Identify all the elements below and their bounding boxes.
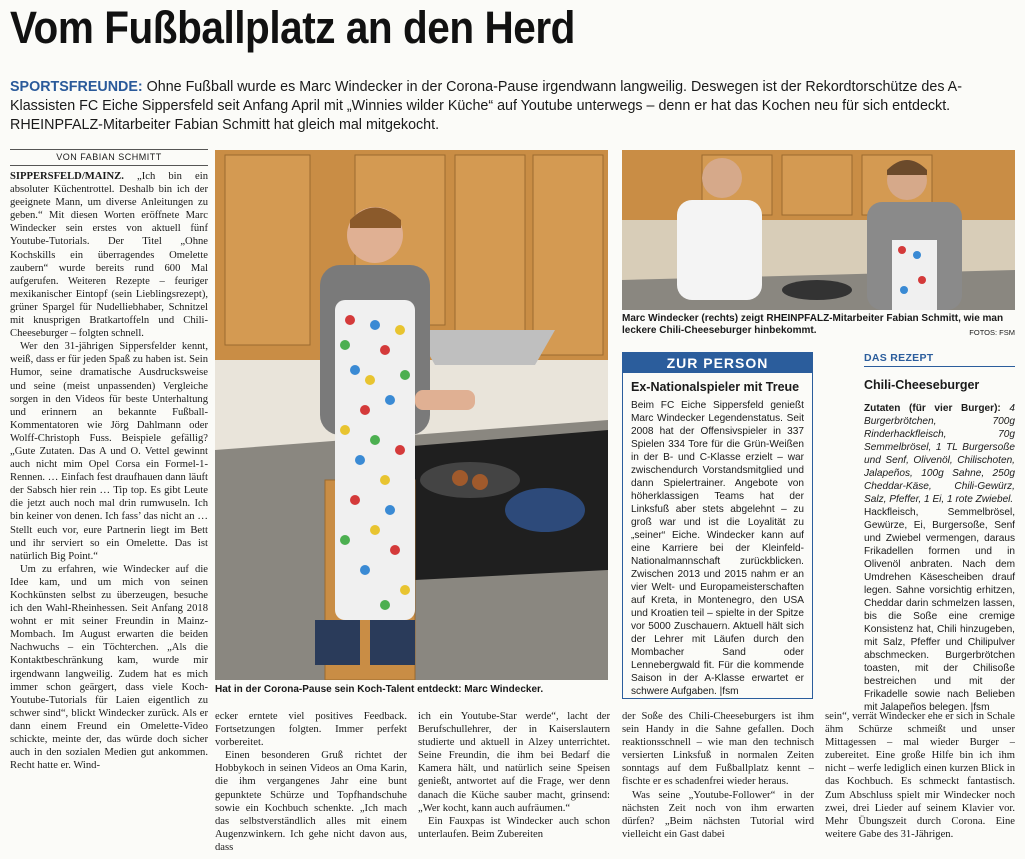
person-box-header: ZUR PERSON (623, 353, 812, 373)
recipe-instructions: Hackfleisch, Semmelbrösel, Gewürze, Ei, Burgersoße, Senf und Zwiebel vermengen, daraus Frikadellen formen und in Olivenöl anbraten. Nach dem Umdrehen Käsescheiben drauf legen. Sahne vorsichtig erhitzen, Cheddar darin schmelzen lassen, bis die Soße eine cremige Konsistenz hat, Chili hinzugeben, mit Salz, Pfeffer und Chilipulver abschmecken. Burgerbrötchen toasten, mit der Chilisoße bestreichen und mit der Frikadelle sowie nach Belieben mit Jalapeños belegen. |fsm (864, 507, 1015, 713)
ingredients-list: 4 Burgerbrötchen, 700g Rinderhackfleisch, 70g Semmelbrösel, 1 TL Burgersoße und Senf, Olivenöl, Chilischoten, Jalapeños, 100g Sahne, 250g Cheddar-Käse, Chili-Gewürz, Salz, Pfeffer, 1 Ei, 1 rote Zwiebel. (864, 403, 1015, 505)
dateline: SIPPERSFELD/MAINZ. (10, 171, 124, 182)
person-box-title: Ex-Nationalspieler mit Treue (631, 380, 800, 394)
paragraph: Einen besonderen Gruß richtet der Hobbykoch in seinen Videos an Oma Karin, die ihm vergangenes Jahr eine bunt gepunktete Schürze und Topfhandschuhe sowie ein Kochbuch schenkte. „Ich mach das selbstverständlich alles mit einem Augenzwinkern. Ich gehe nicht davon aus, dass (215, 750, 407, 853)
second-photo-caption: Marc Windecker (rechts) zeigt RHEINPFALZ-Mitarbeiter Fabian Schmitt, wie man leckere Chili-Cheeseburger hinbekommt. (622, 313, 1004, 336)
headline: Vom Fußballplatz an den Herd (10, 2, 575, 53)
paragraph: Was seine „Youtube-Follower“ in der nächsten Zeit noch von ihm erwarten dürfen? „Beim nächsten Tutorial wird vielleicht ein Gast dabei (622, 789, 814, 840)
recipe-label: DAS REZEPT (864, 352, 934, 364)
lead-paragraph (10, 78, 1015, 135)
paragraph: Wer den 31-jährigen Sippersfelder kennt, weiß, dass er für jeden Spaß zu haben ist. Sein Humor, seine dramatische Ausdrucksweise und seine (meist unpassenden) Vergleiche sorgen in den Videos für beste Unterhaltung und erinnern an bekannte Fußball-Kommentatoren wie Jörg Dahlmann oder Wolff-Christoph Fuss. Beispiele gefällig? „Gute Zutaten. Das A und O. Vettel gewinnt auch nicht mim Opel Corsa ein Formel-1-Rennen. … Einfach fest draufhauen dann läuft der Sabsch hier rein … Tip top. Es gibt Leute die jetzt auch noch mal drin rumwuseln. Ich bin keiner von denen. Ich fass’ das nicht an … Stellt euch vor, eure Partnerin liegt im Bett und ihr serviert so ein Omelette. Das ist natürlich Big Point.“ (10, 341, 208, 562)
byline: VON FABIAN SCHMITT (56, 152, 162, 162)
recipe-rule (864, 366, 1015, 367)
paragraph: Ein Fauxpas ist Windecker auch schon unterlaufen. Beim Zubereiten (418, 815, 610, 840)
paragraph (10, 170, 208, 340)
lead-text: Ohne Fußball wurde es Marc Windecker in der Corona-Pause irgendwann langweilig. Deswegen ist der Rekordtorschütze des A-Klassisten FC Eiche Sippersfeld seit Anfang April mit „Winnies wilder Küche“ auf Youtube unterwegs – denn er hat das Kochen neu für sich entdeckt. RHEINPFALZ-Mitarbeiter Fabian Schmitt hat gleich mal mitgekocht. (10, 79, 962, 133)
byline-rule (10, 149, 208, 150)
article-column-4 (622, 710, 814, 855)
recipe-ingredients (864, 402, 1015, 506)
article-column-5 (825, 710, 1015, 855)
paragraph: ecker erntete viel positives Feedback. Fortsetzungen folgten. Immer perfekt vorbereitet. (215, 711, 407, 749)
article-column-1 (10, 170, 208, 854)
person-box (622, 352, 813, 699)
ingredients-label: Zutaten (für vier Burger): (864, 403, 1001, 414)
kitchen-photo-illustration (215, 150, 608, 680)
recipe-title: Chili-Cheeseburger (864, 378, 980, 392)
main-photo-caption: Hat in der Corona-Pause sein Koch-Talent entdeckt: Marc Windecker. (215, 684, 544, 695)
main-photo (215, 150, 608, 680)
second-photo (622, 150, 1015, 310)
paragraph: Um zu erfahren, wie Windecker auf die Idee kam, und um mich von seinen Kochkünsten selbst zu überzeugen, besuche ich den Wahl-Rheinhessen. Seit Anfang 2018 wohnt er mit seiner Freundin in Mainz-Mombach. Im August erwarten die beiden Nachwuchs – ein Töchterchen. „Als die Kontaktbeschränkung kam, wurde mir irgendwann langweilig. Zudem hat es mich immer schon geärgert, dass viele Koch-Youtube-Tutorials für Laien eigentlich zu schwer sind“, blickt Windecker zurück. Als er dann einem Freund ein Omelette-Video schickte, meinte der, das würde doch sicher auch in den sozialen Medien gut ankommen. Recht hatte er. Wind- (10, 563, 208, 772)
photo-credit: FOTOS: FSM (969, 328, 1015, 337)
recipe-box (864, 352, 1015, 714)
paragraph-text: „Ich bin ein absoluter Küchentrottel. Deshalb bin ich der geeignete Mann, um diverse Anleitungen zu geben.“ Mit diesen Worten eröffnete Marc Windecker sein erstes von aktuell fünf Youtube-Tutorials. Der Titel „Ohne Kochskills ein überragendes Omelette zaubern“ wurde bereits rund 600 Mal aufgerufen. Weiteren Rezepte – feuriger mexikanischer Eintopf (sein Lieblingsrezept), grüner Spargel für Nudelliebhaber, Schnitzel mit knusprigen Bratkartoffeln und Chili-Cheeseburger – folgten schnell. (10, 171, 208, 340)
article-column-2 (215, 710, 407, 855)
person-box-text: Beim FC Eiche Sippersfeld genießt Marc Windecker Legendenstatus. Seit 2008 hat der Offensivspieler in 337 Spielen 334 Tore für die Grün-Weißen in der B- und C-Klasse erzielt – war zwischendurch Vorstandsmitglied und dann Spielertrainer. Angebote von höherklassigen Teams hat der Linksfuß aber stets abgelehnt – zu groß war und ist die Loyalität zu „seiner“ Eiche. Windecker kann auf eine Karriere bei der Kleinfeld-Nationalmannschaft zurückblicken. Zwischen 2013 und 2015 nahm er an vier Welt- und Europameisterschaften auf Kreta, in Montenegro, den USA und Kroatien teil – spielte in der Spitze vor 5000 Zuschauern. Aktuell hält sich der Lehrer mit Läufen durch den Mombacher Sand oder Lennebergwald fit. Für die kommende Saison in der A-Klasse erwartet er schwere Aufgaben. |fsm (631, 400, 804, 697)
cooking-together-photo-illustration (622, 150, 1015, 310)
paragraph: der Soße des Chili-Cheeseburgers ist ihm sein Handy in die Sahne gefallen. Doch reaktionsschnell – wie man den technisch versierten Linksfuß in normalen Zeiten sonntags auf dem Fußballplatz kennt – fischte er es schadenfrei wieder heraus. (622, 711, 814, 788)
kicker: SPORTSFREUNDE: (10, 79, 143, 95)
article-column-3 (418, 710, 610, 855)
paragraph: sein“, verrät Windecker ehe er sich in Schale ähm Schürze schmeißt und unser Mittagessen – mal wieder Burger – zubereitet. Eine große Hilfe bin ich ihm nicht – werfe lediglich einen kurzen Blick in das Kochbuch. Es schmeckt fantastisch. Zum Abschluss spielt mir Windecker noch zwei, drei Lieder auf seinem Klavier vor. Mehr Übungszeit durch Corona. Eine weitere Gabe des 31-Jährigen. (825, 711, 1015, 840)
byline-rule-bottom (10, 165, 208, 166)
paragraph: ich ein Youtube-Star werde“, lacht der Berufschullehrer, der in Kaiserslautern studierte und aktuell in Alzey unterrichtet. Seine Freundin, die ihm bei Bedarf die Kamera hält, und natürlich seine Speisen genießt, antwortet auf die Frage, wer denn danach die Küche sauber macht, grinsend: „Wer kocht, kann auch aufräumen.“ (418, 711, 610, 814)
